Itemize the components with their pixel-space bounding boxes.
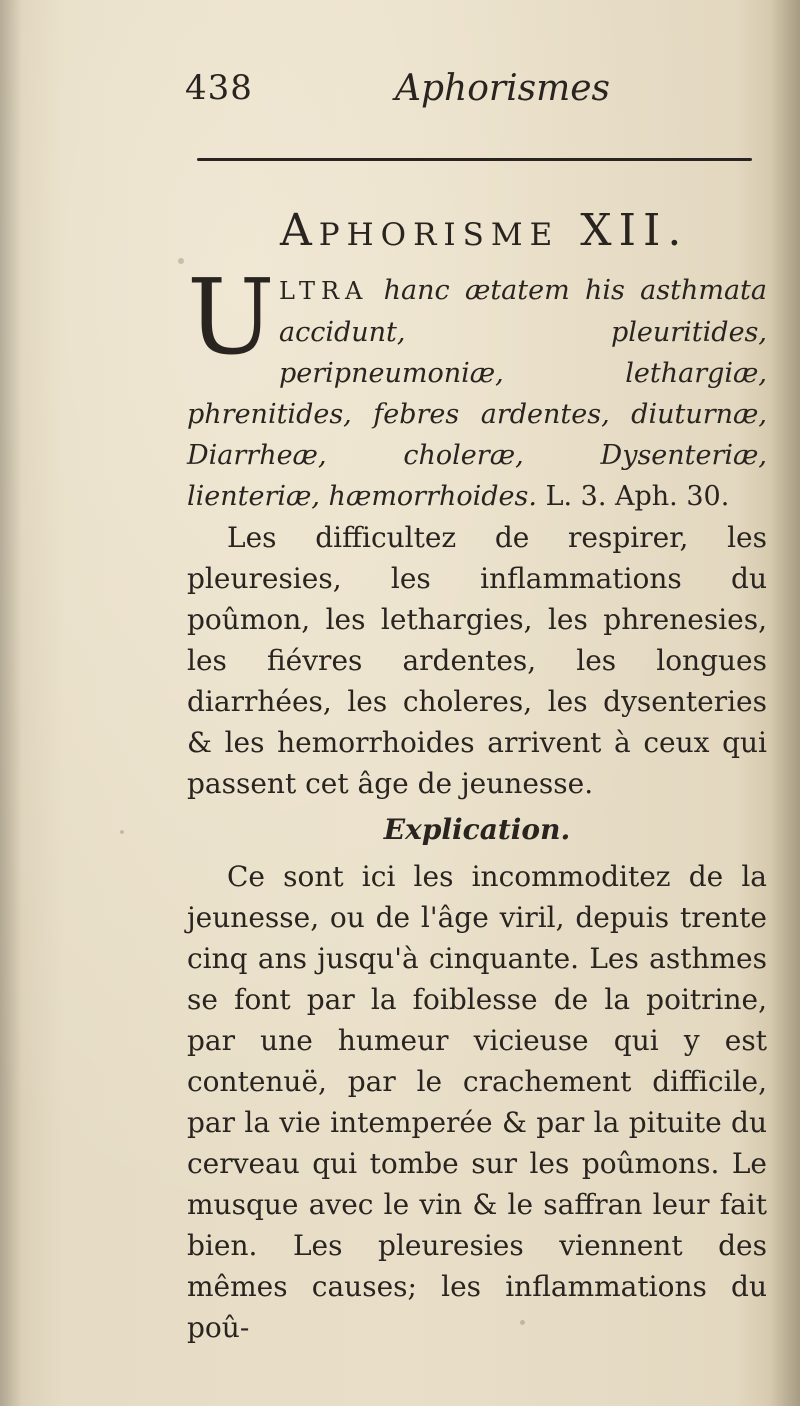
page-number: 438 bbox=[185, 68, 253, 108]
french-translation: Les difficultez de respirer, les pleuresies, les inflammations du poûmon, les lethargies, les phrenesies, les fiévres ardentes, les longues diarrhées, les choleres, les dysenteries & les hemorrhoides arrivent à ceux qui passent cet âge de jeunesse. bbox=[187, 521, 767, 800]
header-rule bbox=[197, 158, 752, 161]
paper-speck bbox=[520, 1320, 525, 1325]
explanation-heading: Explication. bbox=[383, 813, 571, 846]
paper-speck bbox=[120, 830, 124, 834]
page-shadow-left bbox=[0, 0, 22, 1406]
latin-aphorism bbox=[187, 256, 767, 517]
aphorism-heading: Aphorisme XII. bbox=[280, 205, 689, 256]
latin-first-word: LTRA bbox=[279, 277, 369, 305]
paper-speck bbox=[178, 258, 184, 264]
main-text bbox=[187, 256, 767, 1348]
latin-text: hanc ætatem his asthmata accidunt, pleuritides, peripneumoniæ, lethargiæ, phrenitides, febres ardentes, diuturnæ, Diarrheæ, choleræ, Dysenteriæ, lienteriæ, hæmorrhoides. bbox=[187, 275, 767, 512]
page-shadow-right bbox=[770, 0, 800, 1406]
running-title: Aphorismes bbox=[395, 68, 611, 109]
explanation-text: Ce sont ici les incommoditez de la jeunesse, ou de l'âge viril, depuis trente cinq ans jusqu'à cinquante. Les asthmes se font par la foiblesse de la poitrine, par une humeur vicieuse qui y est contenuë, par le crachement difficile, par la vie intemperée & par la pituite du cerveau qui tombe sur les poûmons. Le musque avec le vin & le saffran leur fait bien. Les pleuresies viennent des mêmes causes; les inflammations du poû- bbox=[187, 860, 767, 1344]
latin-reference: L. 3. Aph. 30. bbox=[536, 481, 730, 512]
drop-cap: U bbox=[187, 256, 275, 378]
running-head bbox=[185, 68, 745, 118]
